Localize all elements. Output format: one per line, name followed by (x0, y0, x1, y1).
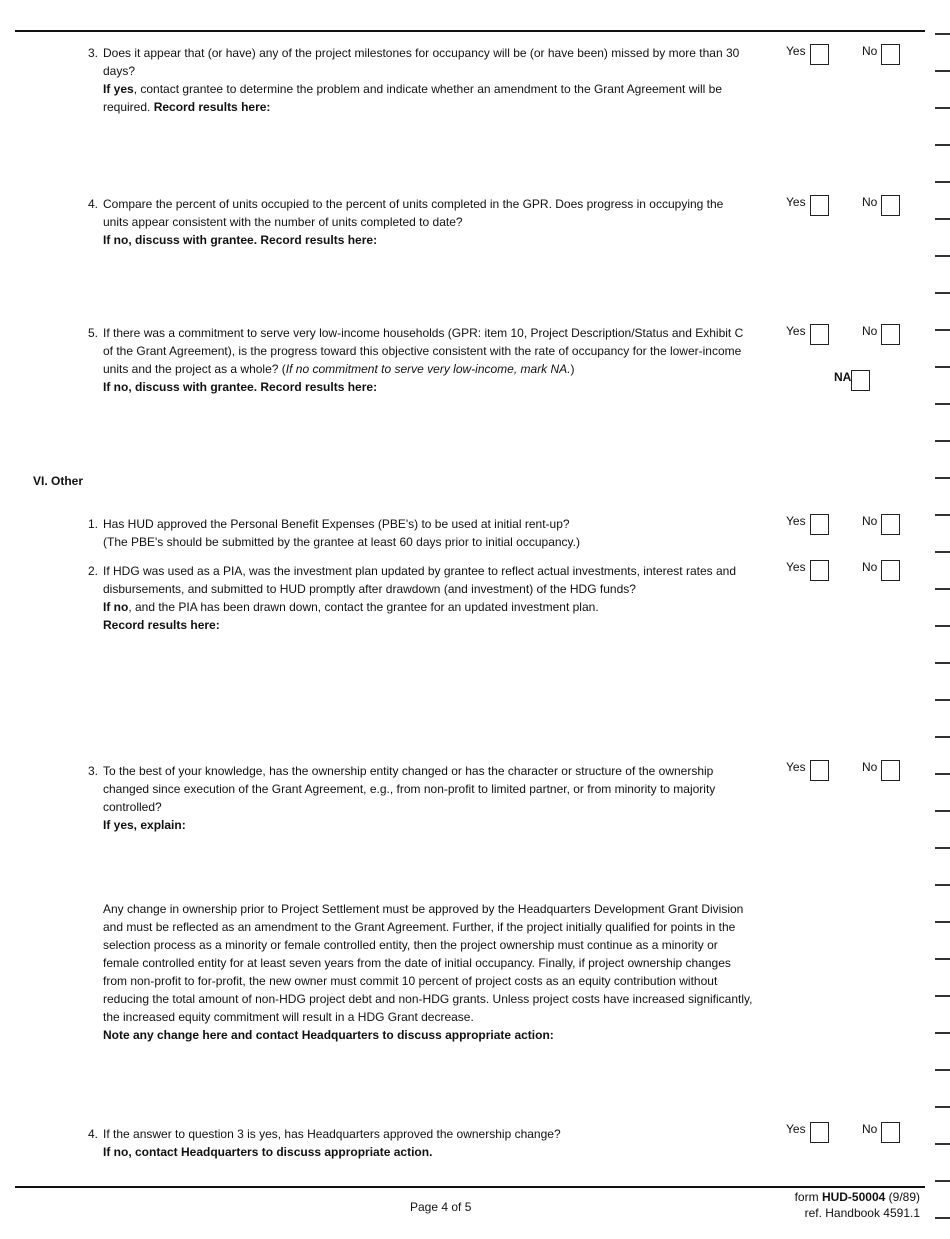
text: Yes (786, 514, 806, 528)
text: If HDG was used as a PIA, was the investment plan updated by grantee to reflect actual investments, interest rates and disbursements, and submitted to HUD promptly after drawdown (and investment) of the HDG funds? (103, 564, 736, 596)
text: If yes, explain: (103, 818, 186, 832)
text: ) (570, 362, 575, 376)
vi-question-1 (88, 515, 748, 551)
vi3-yes[interactable] (786, 760, 829, 781)
checkbox[interactable] (810, 1122, 829, 1143)
text: No (862, 44, 878, 58)
text: If no (103, 600, 129, 614)
text: NA (834, 370, 852, 384)
text: 3. (88, 46, 99, 60)
checkbox[interactable] (810, 195, 829, 216)
text: If no, discuss with grantee. Record results here: (103, 233, 378, 247)
page-number: Page 4 of 5 (410, 1200, 472, 1214)
q4-yes[interactable] (786, 195, 829, 216)
form-id (795, 1189, 920, 1221)
vi-question-2 (88, 562, 748, 634)
q3-no[interactable] (862, 44, 900, 65)
text: 5. (88, 326, 99, 340)
checkbox[interactable] (810, 560, 829, 581)
text: , contact grantee to determine the problem and indicate whether an amendment to the Grant Agreement will be required. (103, 82, 723, 114)
checkbox[interactable] (810, 324, 829, 345)
text: If no, contact Headquarters to discuss appropriate action. (103, 1145, 433, 1159)
top-rule (15, 30, 925, 32)
text: Yes (786, 44, 806, 58)
vi1-yes[interactable] (786, 514, 829, 535)
text: 4. (88, 197, 99, 211)
checkbox[interactable] (881, 324, 900, 345)
vi2-yes[interactable] (786, 560, 829, 581)
checkbox[interactable] (881, 760, 900, 781)
checkbox[interactable] (881, 1122, 900, 1143)
text: 4. (88, 1127, 99, 1141)
text: , and the PIA has been drawn down, contact the grantee for an updated investment plan. (128, 600, 599, 614)
text: Does it appear that (or have) any of the project milestones for occupancy will be (or have been) missed by more than 30 days? (103, 46, 740, 78)
text: Record results here: (153, 100, 271, 114)
text: Yes (786, 195, 806, 209)
checkbox[interactable] (810, 760, 829, 781)
text: Yes (786, 760, 806, 774)
text: No (862, 760, 878, 774)
q5-yes[interactable] (786, 324, 829, 345)
vi1-no[interactable] (862, 514, 900, 535)
checkbox[interactable] (810, 514, 829, 535)
margin-tick-marks (935, 0, 950, 1239)
text: If yes (103, 82, 134, 96)
text: No (862, 1122, 878, 1136)
ownership-paragraph (103, 900, 753, 1044)
text: If there was a commitment to serve very low-income households (GPR: item 10, Project Description/Status and Exhibit C of the Grant Agreement), is the progress toward this objective consistent with the rate of occupancy for the lower-income units and the project as a whole? ( (103, 326, 744, 376)
question-5 (88, 324, 748, 396)
text: Any change in ownership prior to Project Settlement must be approved by the Headquarters Development Grant Division and must be reflected as an amendment to the Grant Agreement. Further, if the project initially qualified for points in the selection process as a minority or female controlled entity, then the project ownership must continue as a minority or female controlled entity for at least seven years from the date of initial occupancy. Finally, if project ownership changes from non-profit to for-profit, the new owner must commit 10 percent of project costs as an equity contribution without reducing the total amount of non-HDG project debt and non-HDG grants. Unless project costs have increased significantly, the increased equity commitment will result in a HDG Grant decrease. (103, 902, 753, 1024)
q4-no[interactable] (862, 195, 900, 216)
vi4-yes[interactable] (786, 1122, 829, 1143)
vi4-no[interactable] (862, 1122, 900, 1143)
text: Yes (786, 560, 806, 574)
text: Record results here: (103, 618, 220, 632)
checkbox[interactable] (851, 370, 870, 391)
vi3-no[interactable] (862, 760, 900, 781)
vi-question-4 (88, 1125, 748, 1161)
text: No (862, 514, 878, 528)
checkbox[interactable] (810, 44, 829, 65)
checkbox[interactable] (881, 560, 900, 581)
text: If no, discuss with grantee. Record results here: (103, 380, 378, 394)
question-4 (88, 195, 748, 249)
text: 2. (88, 564, 99, 578)
text: To the best of your knowledge, has the ownership entity changed or has the character or structure of the ownership changed since execution of the Grant Agreement, e.g., from non-profit to limited partner, or from minority to majority controlled? (103, 764, 716, 814)
text: Has HUD approved the Personal Benefit Expenses (PBE's) to be used at initial rent-up? (103, 517, 570, 531)
vi-question-3 (88, 762, 748, 834)
text: If the answer to question 3 is yes, has Headquarters approved the ownership change? (103, 1127, 561, 1141)
question-3 (88, 44, 748, 116)
q3-yes[interactable] (786, 44, 829, 65)
section-heading: VI. Other (33, 474, 84, 488)
bottom-rule (15, 1186, 925, 1188)
text: Yes (786, 324, 806, 338)
text: (The PBE's should be submitted by the grantee at least 60 days prior to initial occupancy.) (103, 535, 580, 549)
text: form (794, 1190, 822, 1204)
text: Yes (786, 1122, 806, 1136)
text: (9/89) (885, 1190, 920, 1204)
text: HUD-50004 (821, 1190, 886, 1204)
text: No (862, 195, 878, 209)
checkbox[interactable] (881, 195, 900, 216)
q5-no[interactable] (862, 324, 900, 345)
text: ref. Handbook 4591.1 (804, 1206, 920, 1220)
text: If no commitment to serve very low-income, mark NA. (285, 362, 571, 376)
text: Note any change here and contact Headquarters to discuss appropriate action: (103, 1028, 554, 1042)
text: 1. (88, 517, 99, 531)
checkbox[interactable] (881, 44, 900, 65)
text: No (862, 324, 878, 338)
text: Compare the percent of units occupied to the percent of units completed in the GPR. Does progress in occupying the units appear consistent with the number of units completed to date? (103, 197, 724, 229)
checkbox[interactable] (881, 514, 900, 535)
vi2-no[interactable] (862, 560, 900, 581)
q5-na[interactable] (834, 370, 870, 391)
text: 3. (88, 764, 99, 778)
text: No (862, 560, 878, 574)
